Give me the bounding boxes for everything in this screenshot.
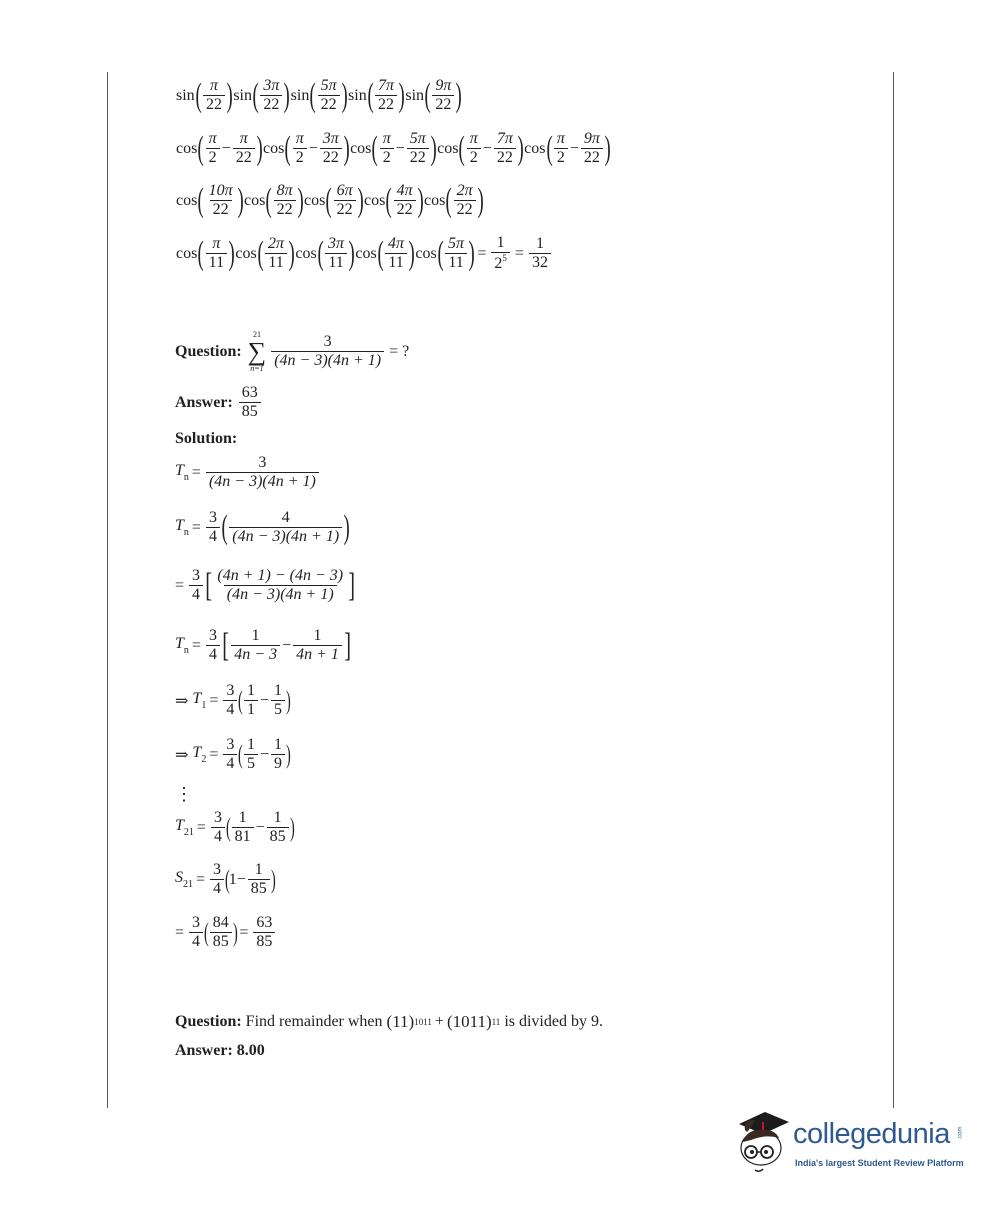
answer-1: Answer: $\frac{63}{85}$ [175,385,263,421]
cos-even-line: cos ( $\frac{10\pi}{22}$ ) cos ( $\frac{8\pi}{22}$ ) cos ( $\frac{6\pi}{22}$ ) cos ( $\frac{4\pi}{22}$ ) cos ( $\frac{2\pi}{22}$ ) [176,181,484,219]
left-margin-rule [107,72,108,1108]
step-t2: ⇒ $T_2$ = $\frac{3}{4}$ ( $\frac{1}{5}$ − $\frac{1}{9}$ ) [175,736,291,772]
step-t1: ⇒ $T_1$ = $\frac{3}{4}$ ( $\frac{1}{1}$ − $\frac{1}{5}$ ) [175,682,291,718]
solution-label: Solution: [175,430,238,447]
step-difference: = $\frac{3}{4}$ [ $\frac{(4n + 1) - (4n - 3)}{(4n - 3)(4n + 1)}$ ] [175,566,356,604]
logo-wordmark: collegedunia [793,1118,950,1150]
sin-product-line: sin ( $\frac{\pi}{22}$ ) sin ( $\frac{3\pi}{22}$ ) sin ( $\frac{5\pi}{22}$ ) sin ( $\frac{7\pi}{22}$ ) sin ( $\frac{9\pi}{22}$ ) [176,76,463,114]
step-final: = $\frac{3}{4}$ ( $\frac{84}{85}$ ) = $\frac{63}{85}$ [175,915,277,951]
question-1: Question: 21 ∑ n=1 $\frac{3}{(4n - 3)(4n + 1)}$ = ? [175,330,410,373]
step-partial-fractions: $T_n$ = $\frac{3}{4}$ [ $\frac{1}{4n - 3}$ − $\frac{1}{4n + 1}$ ] [175,626,351,664]
vertical-ellipsis: ⋮ [175,784,193,804]
collegedunia-logo [735,1108,965,1178]
cos-difference-line: cos ( $\frac{\pi}{2}$ − $\frac{\pi}{22}$ ) cos ( $\frac{\pi}{2}$ − $\frac{3\pi}{22}$ ) cos ( $\frac{\pi}{2}$ − $\frac{5\pi}{22}$ ) cos ( $\frac{\pi}{2}$ − $\frac{7\pi}{22}$ ) cos ( $\frac{\pi}{2}$ − $\frac{9\pi}{22}$ ) [176,129,611,167]
question-2: Question: Find remainder when (11) 1011 + (1011) 11 is divided by 9. [175,1012,603,1031]
step-tn-definition: $T_n$ = $\frac{3}{(4n - 3)(4n + 1)}$ [175,455,321,491]
step-tn-scaled: $T_n$ = $\frac{3}{4}$ ( $\frac{4}{(4n - 3)(4n + 1)}$ ) [175,508,350,546]
answer-2: Answer: 8.00 [175,1042,265,1059]
cos-eleven-line: cos ( $\frac{\pi}{11}$ ) cos ( $\frac{2\pi}{11}$ ) cos ( $\frac{3\pi}{11}$ ) cos ( $\frac{4\pi}{11}$ ) cos ( $\frac{5\pi}{11}$ ) = $\frac{1}{2^5}$ = $\frac{1}{32}$ [175,235,553,273]
step-t21: $T_{21}$ = $\frac{3}{4}$ ( $\frac{1}{81}$ − $\frac{1}{85}$ ) [175,809,295,845]
question-label: Question: [175,343,242,360]
right-margin-rule [893,72,894,1108]
logo-suffix: .com [957,1126,964,1140]
logo-tagline: India's largest Student Review Platform [795,1158,964,1168]
step-s21: $S_{21}$ = $\frac{3}{4}$ ( 1 − $\frac{1}{85}$ ) [175,861,276,897]
mascot-icon [735,1108,793,1178]
